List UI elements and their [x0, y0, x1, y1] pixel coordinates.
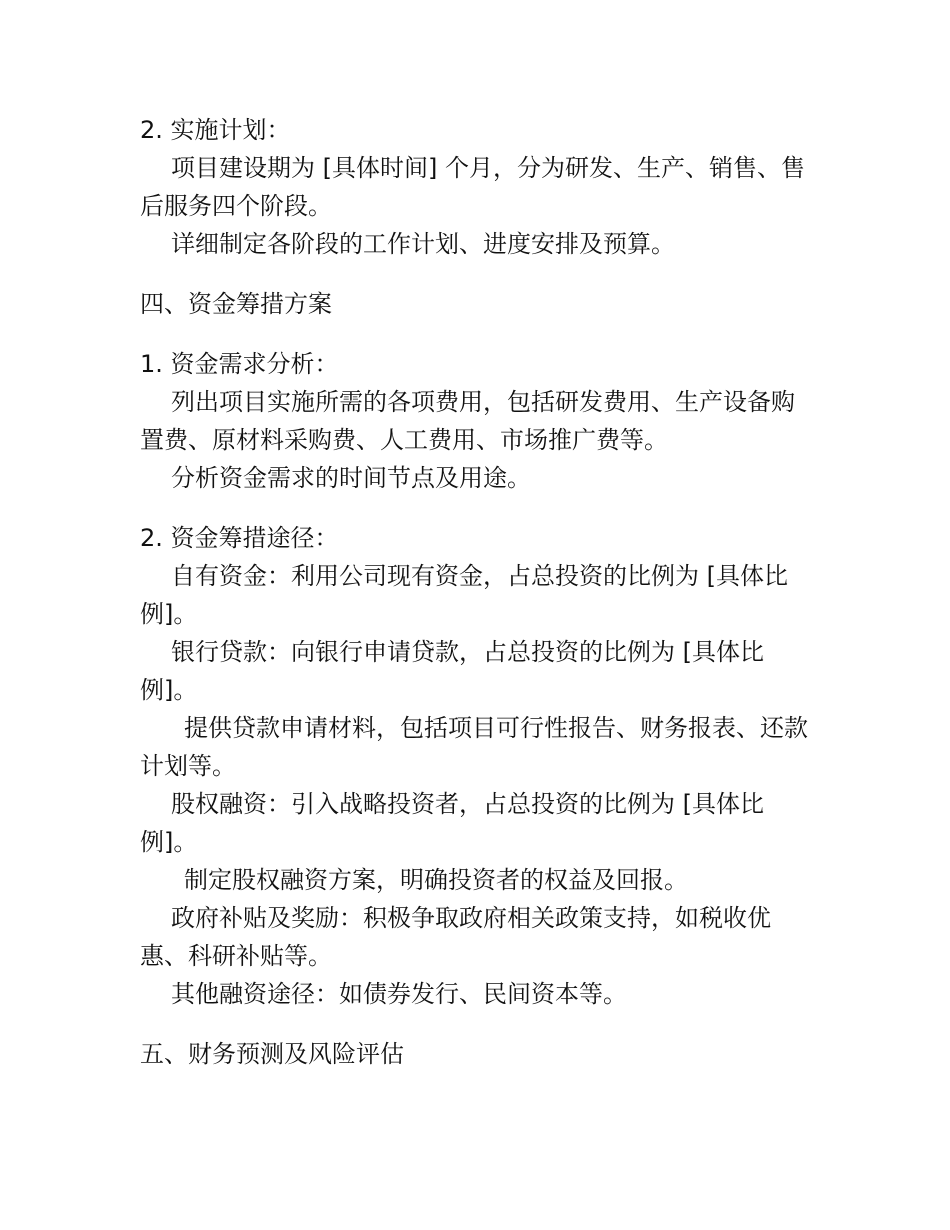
- body-paragraph: 其他融资途径：如债券发行、民间资本等。: [171, 980, 627, 1008]
- body-paragraph: 详细制定各阶段的工作计划、进度安排及预算。: [171, 230, 675, 258]
- subsection-heading: 2. 资金筹措途径：: [140, 524, 339, 552]
- body-paragraph: 列出项目实施所需的各项费用，包括研发费用、生产设备购置费、原材料采购费、人工费用、市场推广费等。: [140, 388, 795, 454]
- body-paragraph: 项目建设期为 [具体时间] 个月，分为研发、生产、销售、售后服务四个阶段。: [140, 154, 805, 220]
- document-body: [140, 111, 812, 1073]
- subsection-heading: 1. 资金需求分析：: [140, 350, 339, 378]
- body-paragraph: 股权融资：引入战略投资者，占总投资的比例为 [具体比例]。: [140, 790, 764, 856]
- body-paragraph: 银行贷款：向银行申请贷款，占总投资的比例为 [具体比例]。: [140, 638, 764, 704]
- body-paragraph: 制定股权融资方案，明确投资者的权益及回报。: [184, 866, 688, 894]
- body-paragraph: 自有资金：利用公司现有资金，占总投资的比例为 [具体比例]。: [140, 562, 788, 628]
- body-paragraph: 提供贷款申请材料，包括项目可行性报告、财务报表、还款计划等。: [140, 714, 808, 780]
- body-paragraph: 分析资金需求的时间节点及用途。: [171, 464, 531, 492]
- paragraph-gap: [140, 497, 812, 519]
- paragraph-gap: [140, 323, 812, 345]
- subsection-heading: 2. 实施计划：: [140, 116, 291, 144]
- paragraph-gap: [140, 1013, 812, 1035]
- section-heading: 五、财务预测及风险评估: [140, 1040, 404, 1068]
- section-heading: 四、资金筹措方案: [140, 290, 332, 318]
- body-paragraph: 政府补贴及奖励：积极争取政府相关政策支持，如税收优惠、科研补贴等。: [140, 904, 771, 970]
- paragraph-gap: [140, 263, 812, 285]
